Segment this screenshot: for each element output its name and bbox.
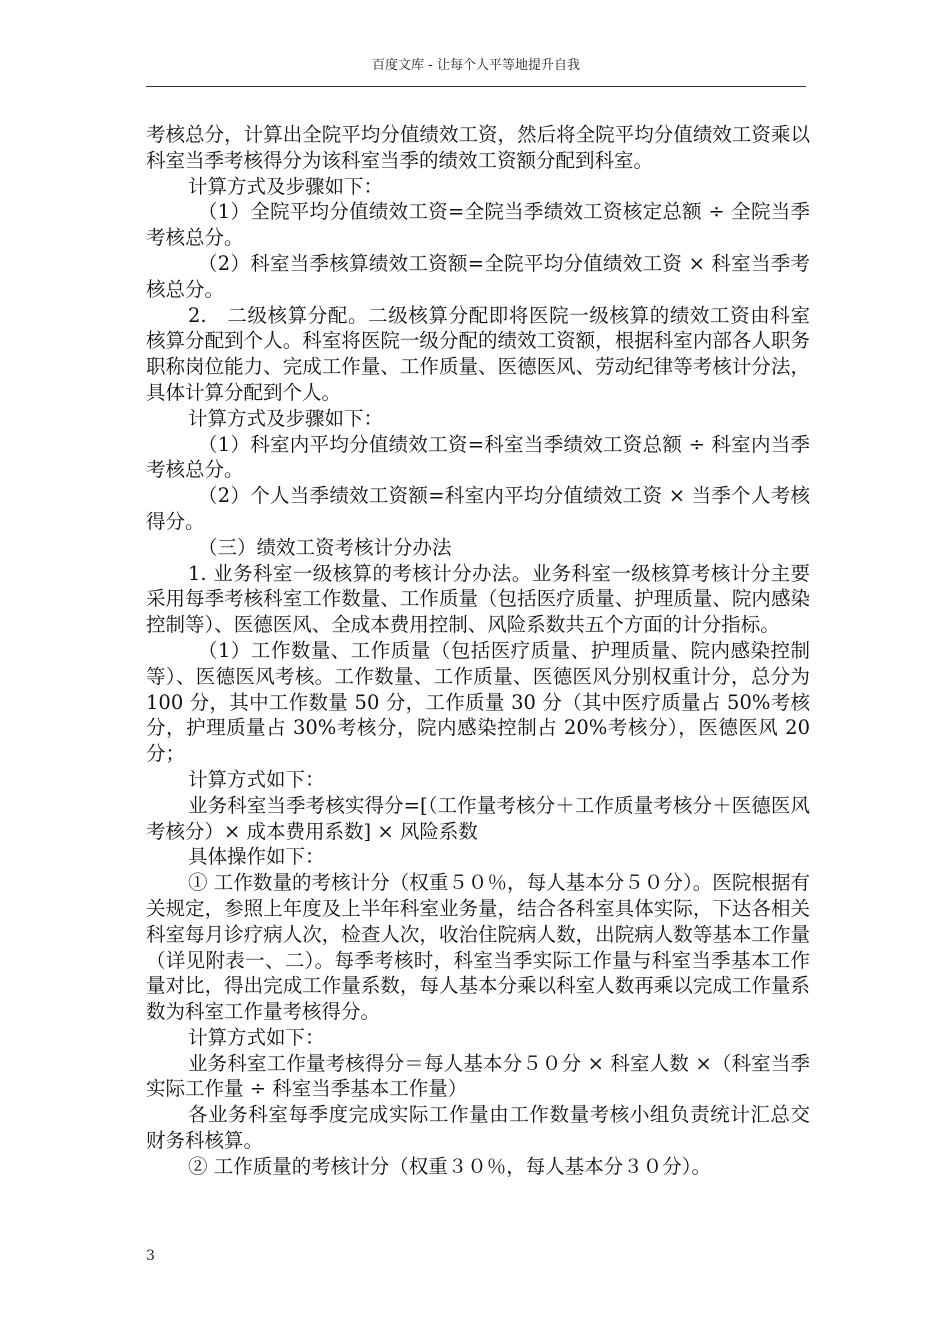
paragraph: 具体操作如下： <box>188 845 325 869</box>
paragraph: 考核总分，计算出全院平均分值绩效工资，然后将全院平均分值绩效工资乘以科室当季考核得分为该科室当季的绩效工资额分配到科室。 <box>146 123 810 172</box>
paragraph: 计算方式如下： <box>188 767 325 791</box>
document-body <box>146 122 810 1180</box>
section-paragraph: 1. 业务科室一级核算的考核计分办法。业务科室一级核算考核计分主要采用每季考核科室工作数量、工作质量（包括医疗质量、护理质量、院内感染控制等）、医德医风、全成本费用控制、风险系数共五个方面的计分指标。 <box>146 561 810 637</box>
paragraph: （1）科室内平均分值绩效工资=科室当季绩效工资总额 ÷ 科室内当季考核总分。 <box>146 432 810 482</box>
formula-paragraph: 业务科室工作量考核得分＝每人基本分５０分 × 科室人数 ×（科室当季实际工作量 ÷ 科室当季基本工作量） <box>146 1051 810 1101</box>
paragraph: （2）个人当季绩效工资额=科室内平均分值绩效工资 × 当季个人考核得分。 <box>146 484 810 533</box>
paragraph: 各业务科室每季度完成实际工作量由工作数量考核小组负责统计汇总交财务科核算。 <box>146 1103 810 1153</box>
paragraph: （1）工作数量、工作质量（包括医疗质量、护理质量、院内感染控制等）、医德医风考核。工作数量、工作质量、医德医风分别权重计分，总分为 100 分，其中工作数量 50 分，工作质量 30 分（其中医疗质量占 50%考核分，护理质量占 30%考核分，院内感染控制占 20%考核分），医德医风 20 分； <box>146 638 810 766</box>
paragraph: （1）全院平均分值绩效工资=全院当季绩效工资核定总额 ÷ 全院当季考核总分。 <box>146 200 810 250</box>
paragraph: 计算方式及步骤如下： <box>188 406 384 430</box>
paragraph: ② 工作质量的考核计分（权重３０％，每人基本分３０分）。 <box>188 1154 711 1178</box>
page-header: 百度文库 - 让每个人平等地提升自我 <box>372 58 580 73</box>
page-number: 3 <box>146 1248 155 1264</box>
formula-paragraph: 业务科室当季考核实得分=[（工作量考核分＋工作质量考核分＋医德医风考核分）× 成本费用系数] × 风险系数 <box>146 793 810 843</box>
paragraph: （2）科室当季核算绩效工资额=全院平均分值绩效工资 × 科室当季考核总分。 <box>146 251 810 301</box>
section-heading: （三）绩效工资考核计分办法 <box>198 535 452 559</box>
header-divider <box>146 86 806 87</box>
paragraph: ① 工作数量的考核计分（权重５０％，每人基本分５０分）。医院根据有关规定，参照上年度及上半年科室业务量，结合各科室具体实际，下达各相关科室每月诊疗病人次，检查人次，收治住院病人数，出院病人数等基本工作量（详见附表一、二）。每季考核时，科室当季实际工作量与科室当季基本工作量对比，得出完成工作量系数，每人基本分乘以科室人数再乘以完成工作量系数为科室工作量考核得分。 <box>146 871 810 1024</box>
section-paragraph: 2. 二级核算分配。二级核算分配即将医院一级核算的绩效工资由科室核算分配到个人。科室将医院一级分配的绩效工资额，根据科室内部各人职务职称岗位能力、完成工作量、工作质量、医德医风、劳动纪律等考核计分法，具体计算分配到个人。 <box>146 303 810 404</box>
paragraph: 计算方式如下： <box>188 1025 325 1049</box>
paragraph: 计算方式及步骤如下： <box>188 174 384 198</box>
